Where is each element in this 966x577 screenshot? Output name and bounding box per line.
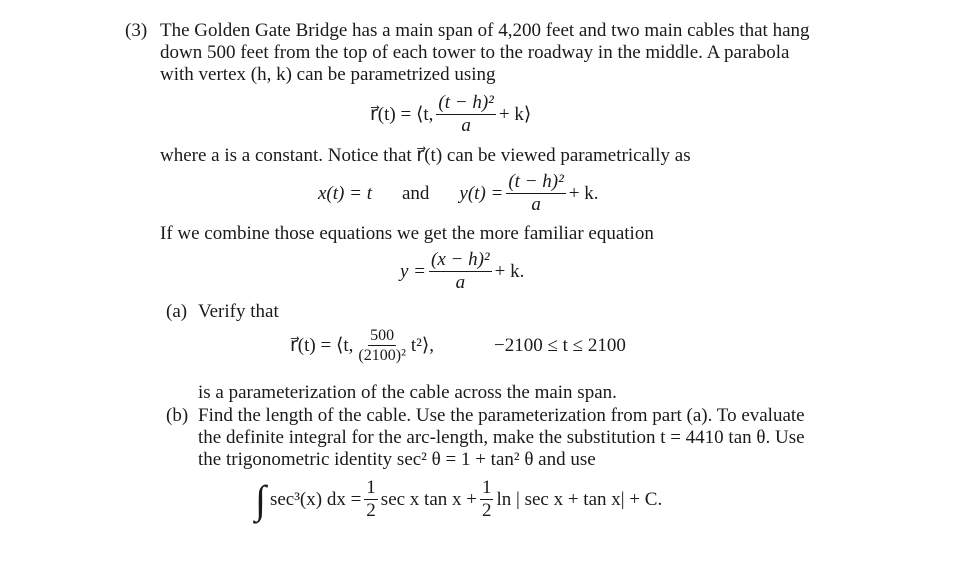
eq2-denominator: a bbox=[531, 194, 541, 215]
half-2-numerator: 1 bbox=[481, 477, 492, 498]
part-a-verify: Verify that bbox=[198, 301, 279, 322]
equation-integral bbox=[255, 478, 662, 521]
eqa-rhs: t²⟩, bbox=[410, 335, 434, 356]
integral-sign: ∫ bbox=[255, 476, 266, 522]
eq2-y-lhs: y(t) = bbox=[459, 182, 504, 204]
eq3-denominator: a bbox=[455, 272, 466, 293]
eq3-fraction bbox=[429, 250, 492, 293]
eq1-fraction bbox=[436, 93, 495, 136]
eq2-rhs: + k. bbox=[568, 182, 599, 204]
eq1-denominator: a bbox=[461, 115, 471, 136]
integral-term-2: ln | sec x + tan x| + C. bbox=[496, 488, 663, 510]
combine-line: If we combine those equations we get the more familiar equation bbox=[160, 223, 654, 244]
eq2-and: and bbox=[401, 182, 430, 204]
eq1-lhs: r⃗(t) = ⟨t, bbox=[370, 104, 434, 125]
part-b-line-3: the trigonometric identity sec² θ = 1 + tan² θ and use bbox=[198, 449, 596, 470]
problem-number: (3) bbox=[125, 20, 148, 41]
eq3-rhs: + k. bbox=[494, 260, 525, 282]
eq2-fraction bbox=[506, 172, 565, 215]
integral-half-2 bbox=[480, 478, 494, 521]
integral-half-1 bbox=[364, 478, 378, 521]
equation-vector-parabola bbox=[370, 93, 531, 136]
eqa-lhs: r⃗(t) = ⟨t, bbox=[290, 335, 354, 356]
half-1-numerator: 1 bbox=[366, 477, 376, 498]
part-b-line-1: Find the length of the cable. Use the parameterization from part (a). To evaluate bbox=[198, 405, 805, 426]
equation-parametric bbox=[318, 172, 599, 215]
equation-part-a bbox=[290, 327, 626, 364]
integral-term-1: sec x tan x + bbox=[380, 488, 477, 510]
integral-integrand: sec³(x) dx = bbox=[269, 488, 362, 510]
part-b-label: (b) bbox=[166, 405, 189, 426]
eq3-lhs: y = bbox=[400, 260, 427, 282]
part-b-line-2: the definite integral for the arc-length, make the substitution t = 4410 tan θ. Use bbox=[198, 427, 805, 448]
eq2-numerator: (t − h)² bbox=[508, 171, 564, 192]
eq1-numerator: (t − h)² bbox=[438, 92, 494, 113]
where-line: where a is a constant. Notice that r⃗(t) can be viewed parametrically as bbox=[160, 145, 691, 166]
part-a-conclusion: is a parameterization of the cable across the main span. bbox=[198, 382, 617, 403]
intro-line-3: with vertex (h, k) can be parametrized using bbox=[160, 64, 496, 85]
half-2-denominator: 2 bbox=[481, 500, 492, 521]
intro-line-2: down 500 feet from the top of each tower to the roadway in the middle. A parabola bbox=[160, 42, 790, 63]
eqa-denominator: (2100)² bbox=[358, 347, 406, 364]
intro-line-1: The Golden Gate Bridge has a main span of 4,200 feet and two main cables that hang bbox=[160, 20, 810, 41]
part-a-label: (a) bbox=[166, 301, 188, 322]
eqa-range: −2100 ≤ t ≤ 2100 bbox=[494, 334, 626, 356]
half-1-denominator: 2 bbox=[366, 500, 376, 521]
eq3-numerator: (x − h)² bbox=[431, 249, 490, 270]
equation-familiar bbox=[400, 250, 524, 293]
eq2-x: x(t) = t bbox=[318, 182, 372, 204]
eqa-fraction bbox=[356, 327, 407, 364]
eqa-numerator: 500 bbox=[370, 327, 395, 344]
eq1-rhs: + k⟩ bbox=[498, 104, 532, 125]
